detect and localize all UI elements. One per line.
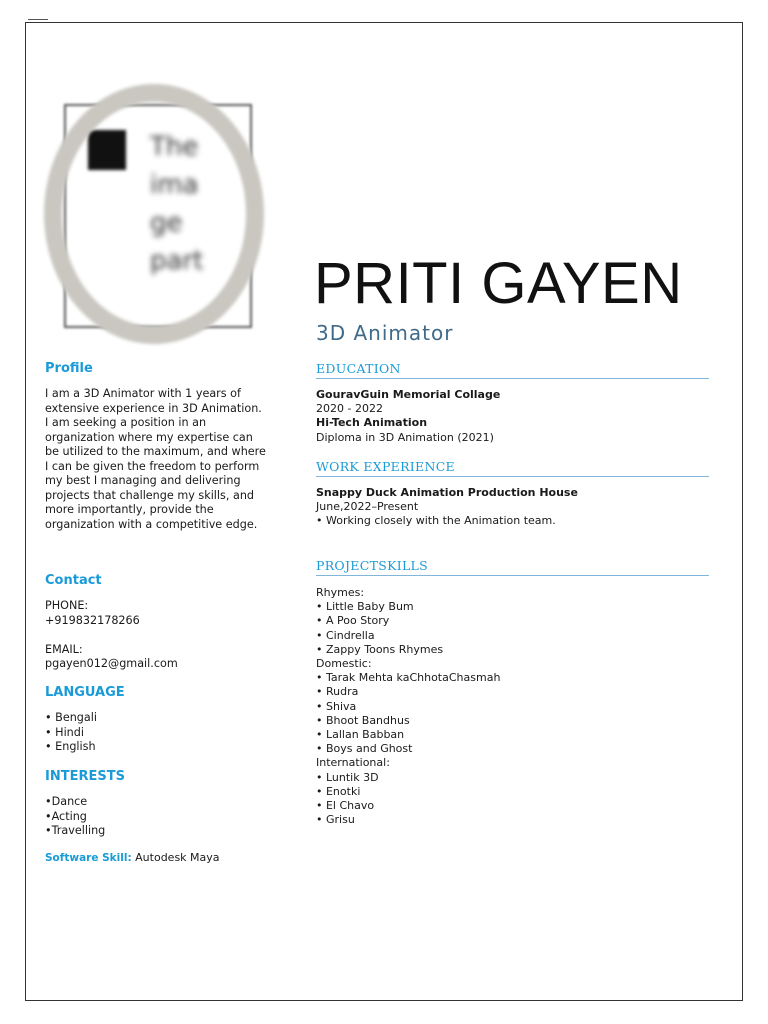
institute-name: Hi-Tech Animation (316, 416, 428, 430)
project-line: • Tarak Mehta kaChhotaChasmah (316, 671, 501, 685)
photo-ring (44, 84, 264, 344)
profile-text: I am a 3D Animator with 1 years of extensive experience in 3D Animation. I am seeking a position in an organization where my expertise can be utilized to the maximum, and where I can be given the freedom to perform my best I managing and delivering projects that challenge my skills, and more importantly, provide the organization with a competitive edge. (45, 387, 266, 531)
interest-item: •Travelling (45, 824, 106, 837)
page-corner-mark (28, 19, 48, 20)
work-section (316, 486, 709, 529)
project-line: • Enotki (316, 784, 361, 798)
project-line: Domestic: (316, 657, 372, 671)
software-skill-label: Software Skill: (45, 852, 132, 864)
candidate-role: 3D Animator (316, 321, 454, 345)
diploma: Diploma in 3D Animation (2021) (316, 430, 494, 444)
project-line: International: (316, 756, 390, 770)
interests-heading: INTERESTS (45, 769, 125, 784)
software-skill-value: Autodesk Maya (131, 851, 220, 864)
school-years: 2020 - 2022 (316, 402, 383, 416)
contact-heading: Contact (45, 573, 102, 588)
project-line: • Shiva (316, 699, 357, 713)
software-skill (45, 851, 265, 866)
profile-heading: Profile (45, 361, 93, 376)
language-heading: LANGUAGE (45, 685, 125, 700)
project-line: Rhymes: (316, 586, 365, 599)
education-section (316, 388, 709, 445)
project-line: • Rudra (316, 685, 359, 699)
interests-list (45, 795, 265, 839)
projects-section (316, 586, 709, 827)
project-line: • Zappy Toons Rhymes (316, 642, 444, 656)
work-heading: WORK EXPERIENCE (316, 459, 709, 477)
photo-placeholder-text: The ima ge part (150, 132, 204, 276)
project-line: • Little Baby Bum (316, 600, 414, 614)
project-line: • Grisu (316, 813, 355, 827)
project-line: • El Chavo (316, 799, 375, 813)
project-line: • Boys and Ghost (316, 742, 413, 756)
project-line: • Bhoot Bandhus (316, 713, 410, 727)
candidate-name: PRITI GAYEN (314, 251, 683, 316)
project-line: • Lallan Babban (316, 728, 405, 742)
phone-label: PHONE: (45, 599, 89, 612)
project-line: • Cindrella (316, 628, 375, 642)
work-detail: • Working closely with the Animation team. (316, 514, 556, 528)
project-line: • A Poo Story (316, 614, 390, 628)
work-dates: June,2022–Present (316, 500, 419, 514)
language-item: • Bengali (45, 711, 97, 724)
language-item: • Hindi (45, 725, 84, 739)
profile-photo (44, 84, 266, 346)
email-label: EMAIL: (45, 642, 83, 656)
school-name: GouravGuin Memorial Collage (316, 388, 501, 401)
interest-item: •Acting (45, 809, 87, 823)
company-name: Snappy Duck Animation Production House (316, 486, 578, 499)
language-item: • English (45, 740, 96, 753)
interest-item: •Dance (45, 795, 88, 808)
projects-heading: PROJECTSKILLS (316, 558, 709, 576)
project-line: • Luntik 3D (316, 770, 379, 784)
email-address: pgayen012@gmail.com (45, 657, 178, 670)
education-heading: EDUCATION (316, 361, 709, 379)
phone-number: +919832178266 (45, 613, 140, 627)
language-list (45, 711, 265, 755)
contact-details (45, 599, 265, 672)
